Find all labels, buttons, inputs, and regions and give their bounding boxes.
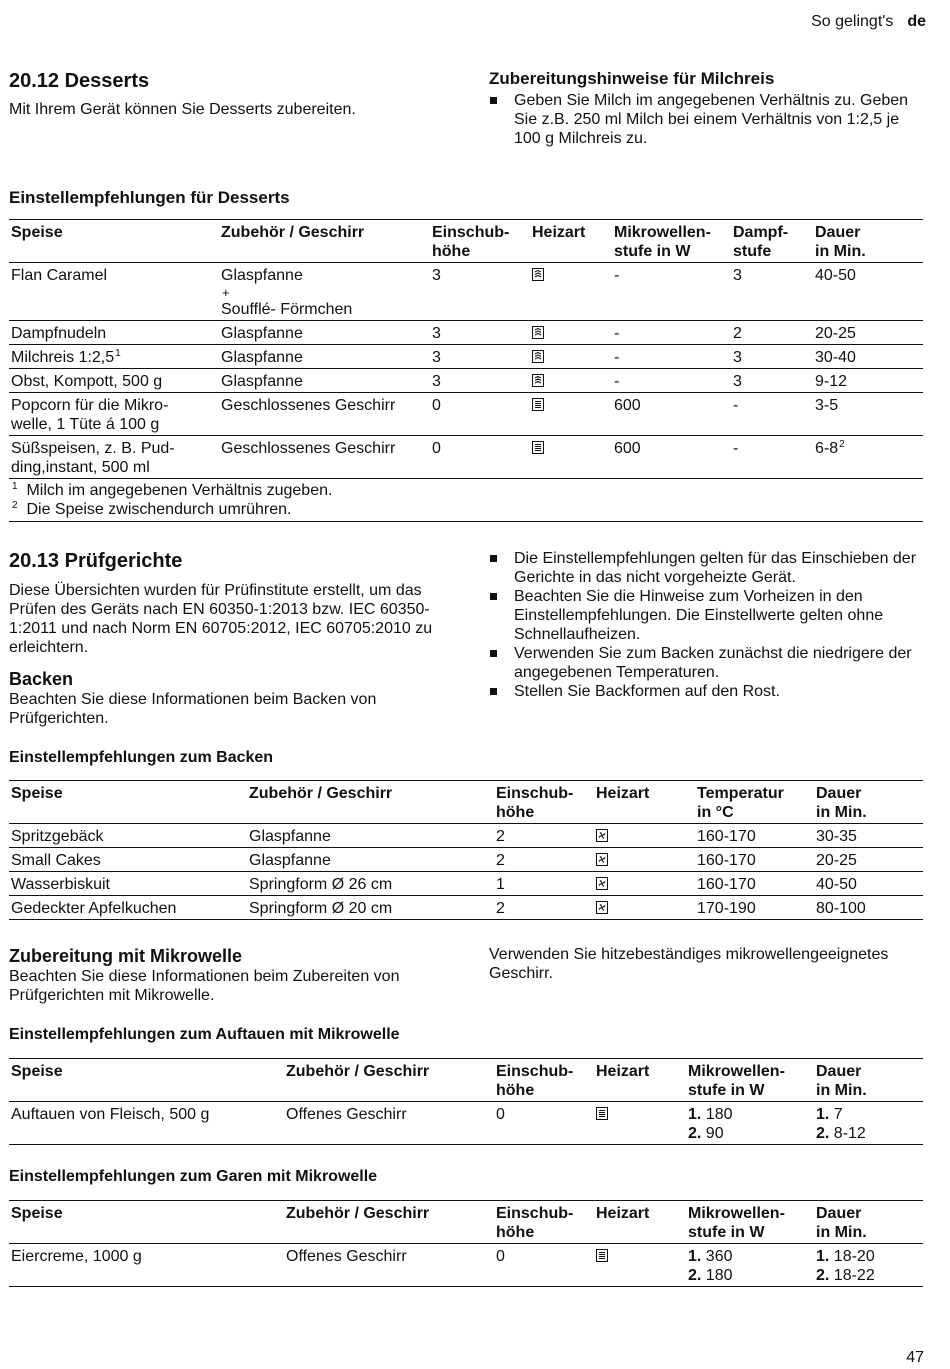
col-dauer [814,781,923,824]
mikrowelle-block [9,945,449,1005]
cell-mw: - [614,349,620,366]
col-heizart: Heizart [596,1063,650,1080]
cell-zubehoer: Glaspfanne [221,325,303,342]
cell-hoehe: 1 [496,876,505,893]
steam-icon [532,350,544,363]
cell-heizart [594,848,695,872]
hot-air-icon [596,877,608,890]
col-einschubhoehe-label: Einschub-höhe [432,224,510,260]
cell-zubehoer: Glaspfanne [221,373,303,390]
col-speise: Speise [11,785,63,802]
mikrowelle-text: Beachten Sie diese Informationen beim Zubereiten von Prüfgerichten mit Mikrowelle. [9,968,400,1004]
cell-speise: Spritzgebäck [11,828,104,845]
cell-hoehe: 0 [496,1248,505,1265]
steam-icon [532,326,544,339]
cell-hoehe: 2 [496,852,505,869]
cell-zubehoer: Glaspfanne [221,349,303,366]
col-dampf-label: Dampf-stufe [733,224,789,260]
cell-dauer: 80-100 [816,900,866,917]
microwave-icon [596,1107,608,1120]
steam-icon [532,268,544,281]
col-temperatur [695,781,814,824]
cell-temp: 160-170 [697,852,756,869]
garen-table-heading: Einstellempfehlungen zum Garen mit Mikrowelle [9,1168,378,1185]
backen-text: Beachten Sie diese Informationen beim Backen von Prüfgerichten. [9,691,377,727]
col-mikrowelle [686,1059,814,1102]
cell-dampf: 2 [733,325,742,342]
pruef-intro: Diese Übersichten wurden für Prüfinstitute erstellt, um das Prüfen des Geräts nach EN 60350-1:2013 bzw. IEC 60350-1:2011 und nach Norm EN 60705:2012, IEC 60705:2010 zu erleichtern. [9,582,433,656]
cell-heizart [594,872,695,896]
cell-dauer: 20-25 [816,852,857,869]
pruef-bullet: Die Einstellempfehlungen gelten für das Einschieben der Gerichte in das nicht vorgeheizte Gerät. [489,549,924,587]
cell-hoehe: 3 [432,267,441,284]
cell-speise: Dampfnudeln [11,325,107,342]
col-mikrowelle-label: Mikrowellen-stufe in W [614,224,711,260]
col-zubehoer: Zubehör / Geschirr [249,785,393,802]
table-row [9,848,923,872]
table-row [9,263,923,321]
table-row [9,872,923,896]
col-zubehoer: Zubehör / Geschirr [286,1063,430,1080]
cell-speise: Gedeckter Apfelkuchen [11,900,177,917]
header-lang: de [907,13,926,30]
col-heizart: Heizart [532,224,586,241]
cell-zubehoer: Offenes Geschirr [286,1248,407,1265]
cell-mw: - [614,373,620,390]
header-section: So gelingt's [811,13,894,30]
cell-dampf: - [733,440,739,457]
backen-heading: Backen [9,669,74,689]
cell-zubehoer: Springform Ø 26 cm [249,876,393,893]
cell-dauer: 40-50 [815,267,856,284]
milchreis-bullet: Geben Sie Milch im angegebenen Verhältnis zu. Geben Sie z.B. 250 ml Milch bei einem Verhältnis von 1:2,5 je 100 g Milchreis zu. [489,91,924,148]
col-dauer-label: Dauer in Min. [816,1063,867,1099]
pruef-bullet: Beachten Sie die Hinweise zum Vorheizen in den Einstellempfehlungen. Die Einstellwerte gelten ohne Schnellaufheizen. [489,587,924,644]
col-zubehoer: Zubehör / Geschirr [221,224,365,241]
col-mikrowelle-label: Mikrowellen-stufe in W [688,1063,785,1099]
desserts-footnotes [9,479,923,522]
col-einschubhoehe-label: Einschub-höhe [496,1205,574,1241]
mikrowelle-text-right: Verwenden Sie hitzebeständiges mikrowellengeeignetes Geschirr. [489,946,889,982]
col-mikrowelle-label: Mikrowellen-stufe in W [688,1205,785,1241]
cell-dauer: 20-25 [815,325,856,342]
cell-hoehe: 2 [496,828,505,845]
cell-dampf: - [733,397,739,414]
cell-speise: Small Cakes [11,852,101,869]
col-heizart: Heizart [596,1205,650,1222]
table-header-row [9,220,923,263]
microwave-icon [532,398,544,411]
cell-dauer: 30-35 [816,828,857,845]
cell-heizart [530,369,612,393]
garen-table-block [9,1167,923,1287]
col-einschubhoehe [494,781,594,824]
garen-table [9,1200,923,1287]
auftauen-table-block [9,1025,923,1145]
cell-dauer: 30-40 [815,349,856,366]
col-einschubhoehe [494,1201,594,1244]
cell-speise: Flan Caramel [11,267,108,284]
table-header-row [9,1059,923,1102]
pruef-bullets-block [489,549,924,701]
cell-zubehoer: Geschlossenes Geschirr [221,440,396,457]
cell-zubehoer: Springform Ø 20 cm [249,900,393,917]
cell-hoehe: 3 [432,325,441,342]
cell-heizart [594,824,695,848]
pruef-intro-block [9,549,449,728]
col-mikrowelle [612,220,731,263]
col-dauer-label: Dauer in Min. [816,1205,867,1241]
col-zubehoer: Zubehör / Geschirr [286,1205,430,1222]
desserts-heading: 20.12 Desserts [9,70,150,92]
table-row [9,369,923,393]
cell-heizart [594,1102,686,1145]
col-temperatur-label: Temperatur in °C [697,785,784,821]
page-number: 47 [906,1349,924,1366]
table-row [9,393,923,436]
col-dauer [813,220,923,263]
col-speise: Speise [11,224,63,241]
cell-speise: Eiercreme, 1000 g [11,1248,142,1265]
table-row [9,321,923,345]
cell-heizart [530,263,612,321]
backen-table [9,780,923,920]
cell-speise: Wasserbiskuit [11,876,110,893]
cell-speise: Milchreis $1:2,5^1$ [11,347,121,366]
col-heizart: Heizart [596,785,650,802]
pruef-bullets [489,549,924,701]
cell-dampf: 3 [733,267,742,284]
cell-mw: - [614,267,620,284]
pruef-bullet: Verwenden Sie zum Backen zunächst die niedrigere der angegebenen Temperaturen. [489,644,924,682]
cell-heizart [530,321,612,345]
desserts-table [9,219,923,522]
footnote-2: $^2$ Die Speise zwischendurch umrühren. [12,499,292,518]
backen-table-heading: Einstellempfehlungen zum Backen [9,749,274,766]
footnote-1: $^1$ Milch im angegebenen Verhältnis zugeben. [12,480,333,499]
cell-zubehoer: Geschlossenes Geschirr [221,397,396,414]
cell-zubehoer: Offenes Geschirr [286,1106,407,1123]
milchreis-heading: Zubereitungshinweise für Milchreis [489,69,775,88]
table-row [9,1244,923,1287]
microwave-icon [532,441,544,454]
cell-zubehoer: Glaspfanne + Soufflé- Förmchen [221,267,353,318]
cell-zubehoer: Glaspfanne [249,828,331,845]
cell-heizart [530,436,612,479]
col-einschubhoehe-label: Einschub-höhe [496,785,574,821]
cell-temp: 170-190 [697,900,756,917]
cell-speise: Auftauen von Fleisch, 500 g [11,1106,210,1123]
cell-hoehe: 0 [496,1106,505,1123]
col-speise: Speise [11,1063,63,1080]
cell-hoehe: 3 [432,373,441,390]
cell-mw: 1. 360 2. 180 [688,1248,733,1284]
auftauen-table [9,1058,923,1145]
col-dauer-label: Dauer in Min. [816,785,867,821]
col-einschubhoehe [494,1059,594,1102]
desserts-table-block [9,187,923,522]
col-dauer-label: Dauer in Min. [815,224,866,260]
hot-air-icon [596,853,608,866]
backen-table-block [9,748,923,920]
cell-mw: 1. 180 2. 90 [688,1106,733,1142]
cell-heizart [530,345,612,369]
pruef-bullet: Stellen Sie Backformen auf den Rost. [489,682,924,701]
cell-temp: 160-170 [697,828,756,845]
cell-speise: Obst, Kompott, 500 g [11,373,163,390]
pruef-heading: 20.13 Prüfgerichte [9,550,183,572]
mikrowelle-heading: Zubereitung mit Mikrowelle [9,946,243,966]
desserts-intro-block [9,69,449,119]
cell-mw: 600 [614,397,641,414]
cell-dampf: 3 [733,349,742,366]
cell-heizart [594,896,695,920]
hot-air-icon [596,829,608,842]
cell-speise: Popcorn für die Mikro-welle, 1 Tüte á 100 g [11,397,169,433]
cell-hoehe: 3 [432,349,441,366]
cell-hoehe: 2 [496,900,505,917]
cell-hoehe: 0 [432,440,441,457]
cell-speise: Süßspeisen, z. B. Pud-ding,instant, 500 ml [11,440,175,476]
cell-zubehoer: Glaspfanne [249,852,331,869]
cell-heizart [530,393,612,436]
cell-dauer: 9-12 [815,373,848,390]
table-header-row [9,781,923,824]
table-row [9,1102,923,1145]
steam-icon [532,374,544,387]
cell-hoehe: 0 [432,397,441,414]
cell-heizart [594,1244,686,1287]
col-einschubhoehe [430,220,530,263]
milchreis-block [489,68,924,148]
col-speise: Speise [11,1205,63,1222]
col-dauer [814,1059,923,1102]
table-row [9,896,923,920]
milchreis-bullets [489,91,924,148]
desserts-table-heading: Einstellempfehlungen für Desserts [9,188,290,207]
cell-temp: 160-170 [697,876,756,893]
table-row [9,436,923,479]
cell-dauer: $6-8^2$ [815,438,845,457]
col-einschubhoehe-label: Einschub-höhe [496,1063,574,1099]
col-dauer [814,1201,923,1244]
table-header-row [9,1201,923,1244]
cell-dampf: 3 [733,373,742,390]
page-header [811,12,926,31]
cell-mw: 600 [614,440,641,457]
cell-dauer: 1. 7 2. 8-12 [816,1106,866,1142]
hot-air-icon [596,901,608,914]
cell-dauer: 3-5 [815,397,839,414]
col-dampf [731,220,813,263]
desserts-intro: Mit Ihrem Gerät können Sie Desserts zubereiten. [9,101,356,118]
table-row [9,345,923,369]
col-mikrowelle [686,1201,814,1244]
table-row [9,824,923,848]
cell-dauer: 1. 18-20 2. 18-22 [816,1248,875,1284]
cell-mw: - [614,325,620,342]
auftauen-table-heading: Einstellempfehlungen zum Auftauen mit Mikrowelle [9,1026,400,1043]
microwave-icon [596,1249,608,1262]
cell-dauer: 40-50 [816,876,857,893]
mikrowelle-right-block [489,945,914,983]
